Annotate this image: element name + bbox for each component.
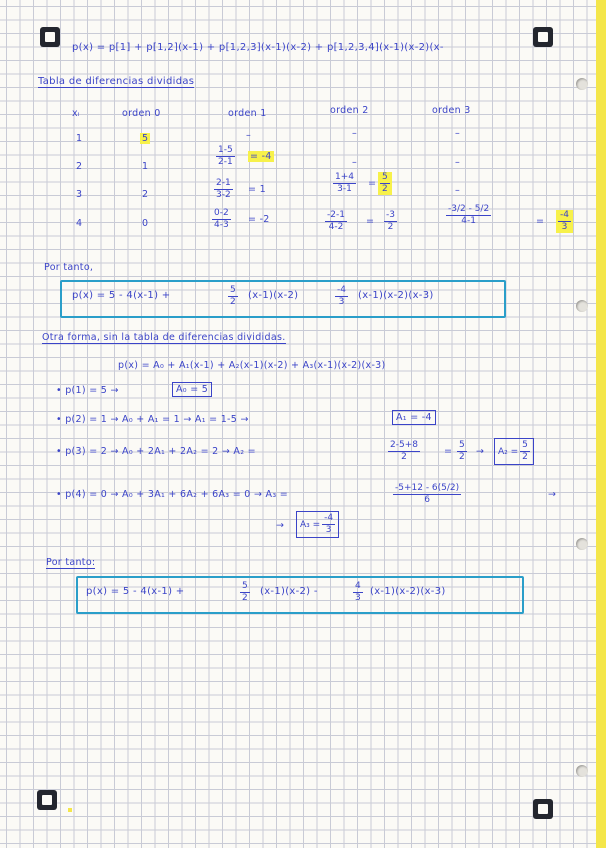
step1-text: • p(1) = 5 → bbox=[56, 385, 119, 396]
binder-hole bbox=[576, 78, 588, 90]
table-header-orden0: orden 0 bbox=[122, 108, 161, 119]
por-tanto-label-2: Por tanto: bbox=[46, 557, 96, 568]
step3-fraction: $\frac{2-5+8}{2}$ bbox=[390, 440, 418, 462]
orden0-value: 2 bbox=[142, 189, 149, 200]
step4-arrow: → bbox=[548, 489, 557, 500]
corner-marker-icon bbox=[40, 27, 60, 47]
orden1-result: = 1 bbox=[248, 184, 266, 195]
final-prefix: p(x) = 5 - 4(x-1) + bbox=[86, 586, 185, 597]
yellow-page-edge bbox=[596, 0, 606, 848]
result-prefix: p(x) = 5 - 4(x-1) + bbox=[72, 290, 171, 301]
final-fraction: $\frac{5}{2}$ bbox=[242, 581, 248, 603]
orden2-fraction: $\frac{-2-1}{4-2}$ bbox=[327, 210, 345, 232]
result-fraction: $\frac{-4}{3}$ bbox=[337, 285, 346, 307]
result-suffix: (x-1)(x-2)(x-3) bbox=[358, 290, 434, 301]
otra-forma-heading: Otra forma, sin la tabla de diferencias divididas. bbox=[42, 332, 286, 343]
step2-text: • p(2) = 1 → A₀ + A₁ = 1 → A₁ = 1-5 → bbox=[56, 414, 249, 425]
orden2-equals: = bbox=[368, 178, 377, 189]
table-header-x: xᵢ bbox=[72, 108, 80, 119]
final-suffix: (x-1)(x-2)(x-3) bbox=[370, 586, 446, 597]
binder-hole bbox=[576, 300, 588, 312]
step3-equals: = bbox=[444, 446, 453, 457]
table-dash: – bbox=[455, 157, 461, 168]
table-header-orden2: orden 2 bbox=[330, 105, 369, 116]
general-form: p(x) = A₀ + A₁(x-1) + A₂(x-1)(x-2) + A₃(x-1)(x-2)(x-3) bbox=[118, 360, 386, 371]
table-dash: – bbox=[455, 185, 461, 196]
step2-result-box: A₁ = -4 bbox=[392, 410, 436, 425]
yellow-tick bbox=[68, 808, 72, 812]
step3-arrow: → bbox=[476, 446, 485, 457]
result-fraction: $\frac{5}{2}$ bbox=[230, 285, 236, 307]
section-title: Tabla de diferencias divididas bbox=[38, 76, 195, 87]
corner-marker-icon bbox=[37, 790, 57, 810]
orden1-fraction: $\frac{2-1}{3-2}$ bbox=[216, 178, 231, 200]
orden2-result: $\frac{-3}{2}$ bbox=[386, 210, 395, 232]
table-dash: – bbox=[352, 128, 358, 139]
orden2-equals: = bbox=[366, 216, 375, 227]
orden1-result: = -2 bbox=[248, 214, 270, 225]
x-value: 4 bbox=[76, 218, 83, 229]
por-tanto-label: Por tanto, bbox=[44, 262, 94, 273]
step4-result-box: A₃ = $\frac{-4}{3}$ bbox=[296, 511, 339, 538]
corner-marker-icon bbox=[533, 799, 553, 819]
table-dash: – bbox=[455, 128, 461, 139]
orden3-fraction: $\frac{-3/2 - 5/2}{4-1}$ bbox=[448, 204, 490, 226]
step4-text: • p(4) = 0 → A₀ + 3A₁ + 6A₂ + 6A₃ = 0 → A₃ = bbox=[56, 489, 289, 500]
newton-formula: p(x) = p[1] + p[1,2](x-1) + p[1,2,3](x-1)(x-2) + p[1,2,3,4](x-1)(x-2)(x- bbox=[72, 42, 444, 53]
step1-result-box: A₀ = 5 bbox=[172, 382, 212, 397]
orden3-result: $\frac{-4}{3}$ bbox=[556, 210, 573, 233]
result-mid: (x-1)(x-2) bbox=[248, 290, 299, 301]
orden2-result: $\frac{5}{2}$ bbox=[378, 172, 392, 195]
orden2-fraction: $\frac{1+4}{3-1}$ bbox=[335, 172, 354, 194]
final-fraction: $\frac{4}{3}$ bbox=[355, 581, 361, 603]
step3-result-box: A₂ = $\frac{5}{2}$ bbox=[494, 438, 534, 465]
table-dash: – bbox=[352, 157, 358, 168]
binder-hole bbox=[576, 765, 588, 777]
table-dash: – bbox=[246, 130, 252, 141]
orden1-result: = -4 bbox=[250, 151, 272, 162]
x-value: 1 bbox=[76, 133, 83, 144]
orden0-value: 0 bbox=[142, 218, 149, 229]
orden0-value: 1 bbox=[142, 161, 149, 172]
step3-text: • p(3) = 2 → A₀ + 2A₁ + 2A₂ = 2 → A₂ = bbox=[56, 446, 256, 457]
binder-hole bbox=[576, 538, 588, 550]
x-value: 2 bbox=[76, 161, 83, 172]
orden1-fraction: $\frac{1-5}{2-1}$ bbox=[218, 145, 233, 167]
table-header-orden3: orden 3 bbox=[432, 105, 471, 116]
step4b-arrow: → bbox=[276, 520, 285, 531]
orden0-value: 5 bbox=[142, 133, 149, 144]
step4-fraction: $\frac{-5+12 - 6(5/2)}{6}$ bbox=[395, 483, 460, 505]
final-mid: (x-1)(x-2) - bbox=[260, 586, 318, 597]
step3-result: $\frac{5}{2}$ bbox=[459, 440, 465, 462]
orden3-equals: = bbox=[536, 216, 545, 227]
table-header-orden1: orden 1 bbox=[228, 108, 267, 119]
orden1-fraction: $\frac{0-2}{4-3}$ bbox=[214, 208, 229, 230]
x-value: 3 bbox=[76, 189, 83, 200]
corner-marker-icon bbox=[533, 27, 553, 47]
